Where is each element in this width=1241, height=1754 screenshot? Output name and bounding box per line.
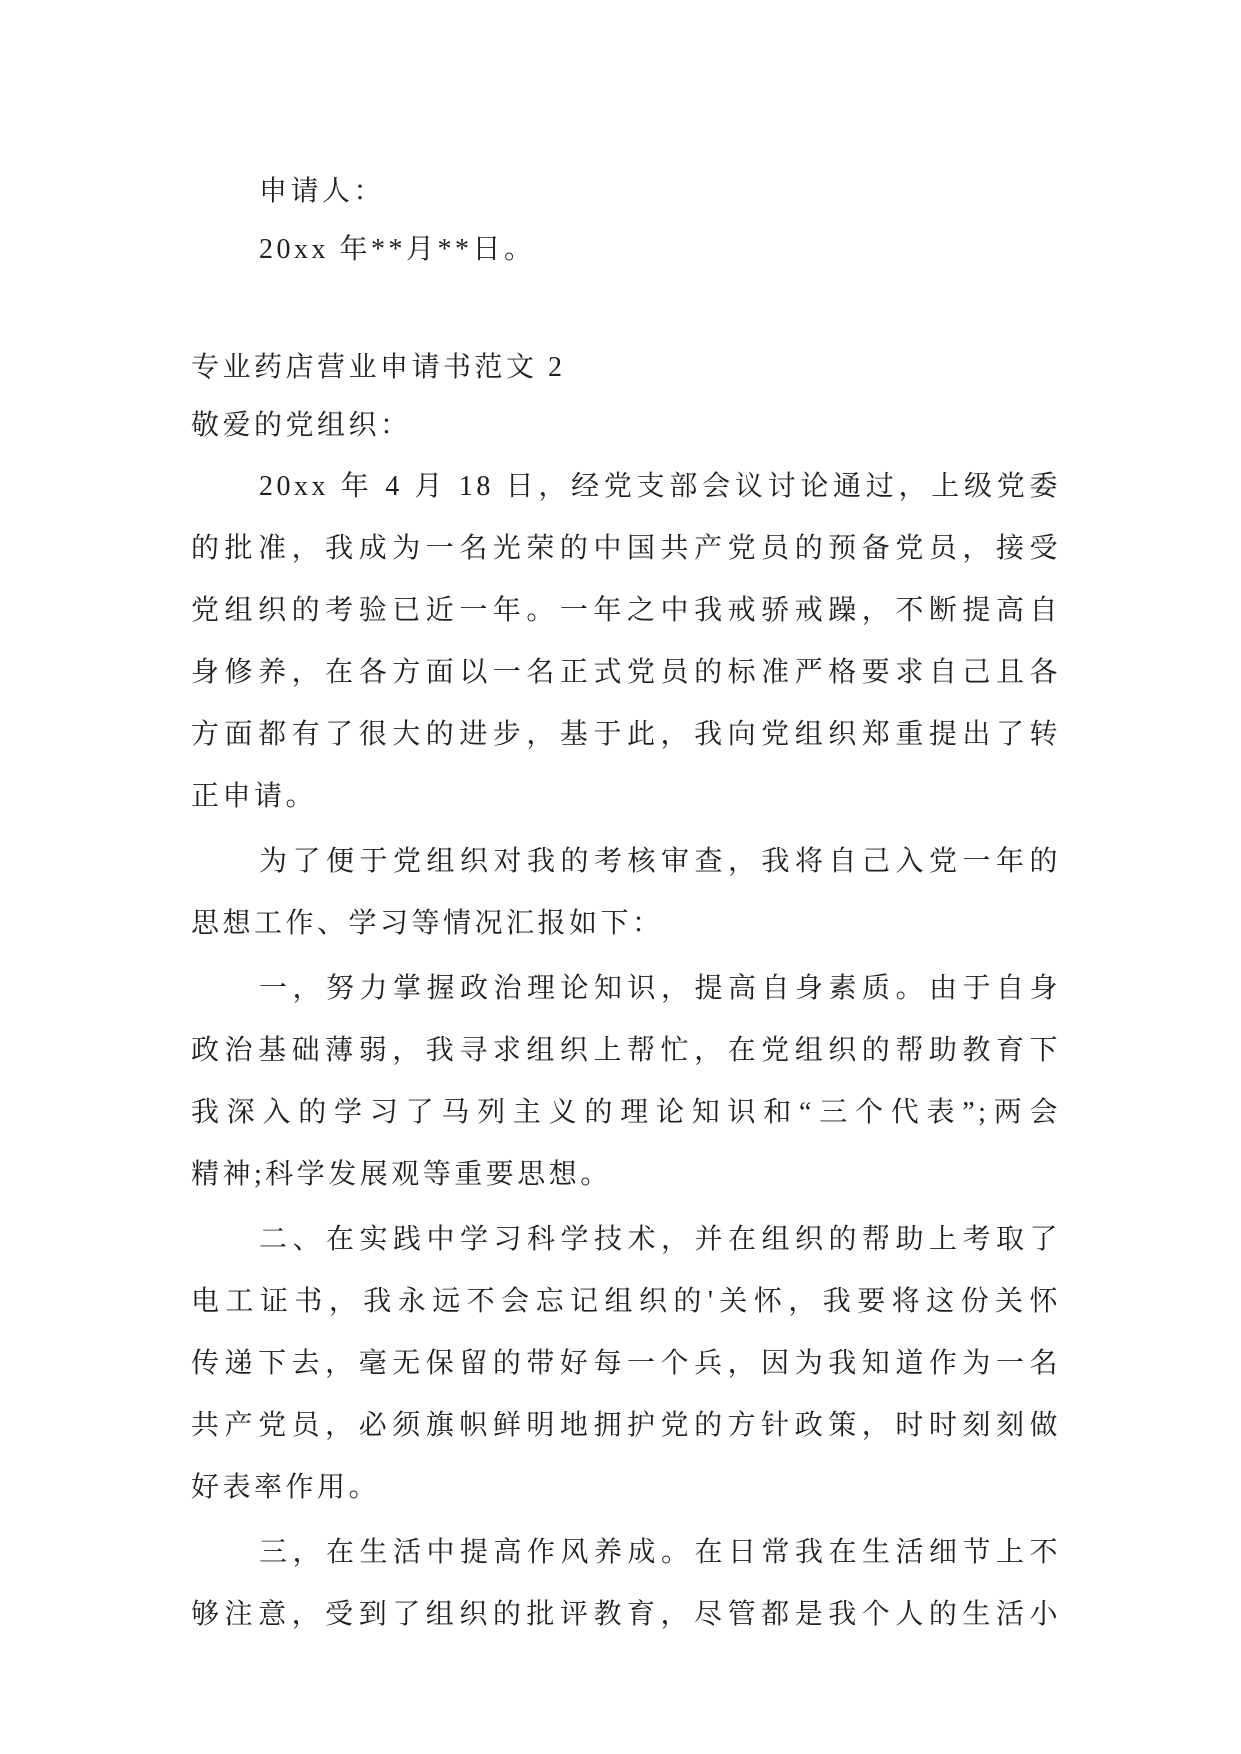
signature-block <box>191 163 1061 279</box>
paragraph-line: 电工证书，我永远不会忘记组织的'关怀，我要将这份关怀 <box>191 1286 1061 1317</box>
paragraph-line: 一，努力掌握政治理论知识，提高自身素质。由于自身 <box>259 973 1061 1004</box>
paragraph-1 <box>191 456 1061 828</box>
paragraph-line: 我深入的学习了马列主义的理论知识和“三个代表”;两会 <box>191 1097 1061 1128</box>
paragraph-line: 好表率作用。 <box>191 1472 381 1503</box>
paragraph-line: 方面都有了很大的进步，基于此，我向党组织郑重提出了转 <box>191 719 1061 750</box>
paragraph-line: 三，在生活中提高作风养成。在日常我在生活细节上不 <box>259 1537 1061 1568</box>
paragraph-line: 共产党员，必须旗帜鲜明地拥护党的方针政策，时时刻刻做 <box>191 1410 1061 1441</box>
paragraph-3 <box>191 958 1061 1206</box>
paragraph-line: 二、在实践中学习科学技术，并在组织的帮助上考取了 <box>259 1224 1061 1255</box>
document-body <box>191 163 1061 1646</box>
paragraph-line: 为了便于党组织对我的考核审查，我将自己入党一年的 <box>259 846 1061 877</box>
paragraph-2 <box>191 831 1061 955</box>
paragraph-line: 够注意，受到了组织的批评教育，尽管都是我个人的生活小 <box>191 1599 1061 1630</box>
paragraph-line: 精神;科学发展观等重要思想。 <box>191 1159 612 1190</box>
paragraph-line: 思想工作、学习等情况汇报如下： <box>191 908 664 939</box>
document-heading <box>191 339 1061 455</box>
greeting: 敬爱的党组织： <box>191 410 412 441</box>
paragraph-line: 的批准，我成为一名光荣的中国共产党员的预备党员，接受 <box>191 533 1061 564</box>
paragraph-line: 正申请。 <box>191 781 318 812</box>
signature-date: 20xx 年**月**日。 <box>259 234 536 265</box>
paragraph-line: 身修养，在各方面以一名正式党员的标准严格要求自己且各 <box>191 657 1061 688</box>
paragraph-line: 政治基础薄弱，我寻求组织上帮忙，在党组织的帮助教育下 <box>191 1035 1061 1066</box>
paragraph-5 <box>191 1522 1061 1646</box>
applicant-label: 申请人： <box>259 176 386 207</box>
document-title: 专业药店营业申请书范文 2 <box>191 352 566 383</box>
paragraph-line: 传递下去，毫无保留的带好每一个兵，因为我知道作为一名 <box>191 1348 1061 1379</box>
paragraph-4 <box>191 1209 1061 1519</box>
paragraph-line: 党组织的考验已近一年。一年之中我戒骄戒躁，不断提高自 <box>191 595 1061 626</box>
paragraph-line: 20xx 年 4 月 18 日，经党支部会议讨论通过，上级党委 <box>259 471 1061 502</box>
